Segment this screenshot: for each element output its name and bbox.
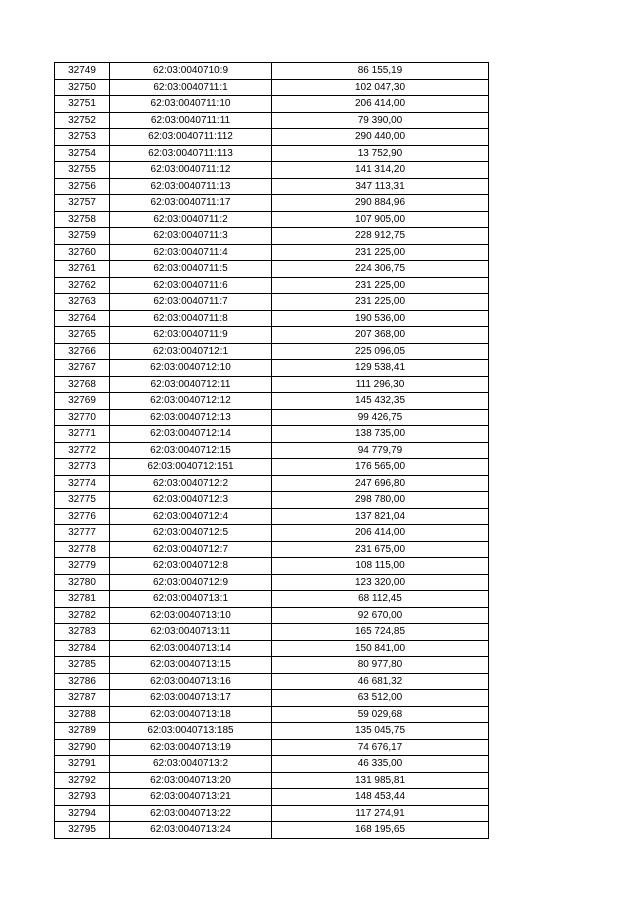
row-number-cell: 32761: [55, 261, 110, 278]
table-row: [55, 343, 489, 360]
value-cell: 206 414,00: [272, 96, 489, 113]
cadastral-number-cell: 62:03:0040713:16: [110, 673, 272, 690]
cadastral-number-cell: 62:03:0040712:4: [110, 508, 272, 525]
table-row: [55, 772, 489, 789]
table-row: [55, 261, 489, 278]
cadastral-number-cell: 62:03:0040710:9: [110, 63, 272, 80]
value-cell: 63 512,00: [272, 690, 489, 707]
row-number-cell: 32758: [55, 211, 110, 228]
value-cell: 135 045,75: [272, 723, 489, 740]
value-cell: 137 821,04: [272, 508, 489, 525]
row-number-cell: 32765: [55, 327, 110, 344]
value-cell: 247 696,80: [272, 475, 489, 492]
value-cell: 80 977,80: [272, 657, 489, 674]
table-row: [55, 607, 489, 624]
table-row: [55, 393, 489, 410]
row-number-cell: 32771: [55, 426, 110, 443]
row-number-cell: 32782: [55, 607, 110, 624]
cadastral-number-cell: 62:03:0040712:15: [110, 442, 272, 459]
row-number-cell: 32766: [55, 343, 110, 360]
value-cell: 13 752,90: [272, 145, 489, 162]
row-number-cell: 32787: [55, 690, 110, 707]
row-number-cell: 32754: [55, 145, 110, 162]
cadastral-number-cell: 62:03:0040712:2: [110, 475, 272, 492]
table-row: [55, 277, 489, 294]
value-cell: 290 884,96: [272, 195, 489, 212]
cadastral-number-cell: 62:03:0040711:7: [110, 294, 272, 311]
table-row: [55, 739, 489, 756]
value-cell: 150 841,00: [272, 640, 489, 657]
cadastral-number-cell: 62:03:0040711:13: [110, 178, 272, 195]
table-row: [55, 360, 489, 377]
cadastral-number-cell: 62:03:0040711:11: [110, 112, 272, 129]
value-cell: 231 675,00: [272, 541, 489, 558]
table-row: [55, 211, 489, 228]
row-number-cell: 32760: [55, 244, 110, 261]
row-number-cell: 32789: [55, 723, 110, 740]
table-row: [55, 822, 489, 839]
value-cell: 74 676,17: [272, 739, 489, 756]
value-cell: 79 390,00: [272, 112, 489, 129]
value-cell: 225 096,05: [272, 343, 489, 360]
cadastral-number-cell: 62:03:0040712:11: [110, 376, 272, 393]
value-cell: 92 670,00: [272, 607, 489, 624]
table-row: [55, 558, 489, 575]
table-row: [55, 96, 489, 113]
row-number-cell: 32781: [55, 591, 110, 608]
value-cell: 231 225,00: [272, 244, 489, 261]
table-row: [55, 706, 489, 723]
table-row: [55, 574, 489, 591]
value-cell: 46 335,00: [272, 756, 489, 773]
table-row: [55, 228, 489, 245]
value-cell: 148 453,44: [272, 789, 489, 806]
cadastral-number-cell: 62:03:0040713:18: [110, 706, 272, 723]
table-row: [55, 805, 489, 822]
row-number-cell: 32773: [55, 459, 110, 476]
row-number-cell: 32757: [55, 195, 110, 212]
table-row: [55, 129, 489, 146]
row-number-cell: 32775: [55, 492, 110, 509]
table-row: [55, 145, 489, 162]
cadastral-number-cell: 62:03:0040711:4: [110, 244, 272, 261]
table-row: [55, 459, 489, 476]
cadastral-number-cell: 62:03:0040713:11: [110, 624, 272, 641]
row-number-cell: 32749: [55, 63, 110, 80]
table-row: [55, 541, 489, 558]
row-number-cell: 32764: [55, 310, 110, 327]
row-number-cell: 32779: [55, 558, 110, 575]
value-cell: 131 985,81: [272, 772, 489, 789]
row-number-cell: 32772: [55, 442, 110, 459]
table-body: [55, 63, 489, 839]
table-row: [55, 162, 489, 179]
table-row: [55, 310, 489, 327]
cadastral-number-cell: 62:03:0040712:9: [110, 574, 272, 591]
value-cell: 190 536,00: [272, 310, 489, 327]
cadastral-number-cell: 62:03:0040711:113: [110, 145, 272, 162]
row-number-cell: 32791: [55, 756, 110, 773]
table-row: [55, 426, 489, 443]
table-row: [55, 409, 489, 426]
cadastral-number-cell: 62:03:0040713:21: [110, 789, 272, 806]
cadastral-number-cell: 62:03:0040713:24: [110, 822, 272, 839]
row-number-cell: 32763: [55, 294, 110, 311]
table-row: [55, 789, 489, 806]
row-number-cell: 32755: [55, 162, 110, 179]
cadastral-number-cell: 62:03:0040711:6: [110, 277, 272, 294]
cadastral-number-cell: 62:03:0040712:10: [110, 360, 272, 377]
table-row: [55, 195, 489, 212]
value-cell: 290 440,00: [272, 129, 489, 146]
cadastral-number-cell: 62:03:0040713:19: [110, 739, 272, 756]
row-number-cell: 32776: [55, 508, 110, 525]
table-row: [55, 508, 489, 525]
row-number-cell: 32759: [55, 228, 110, 245]
table-row: [55, 723, 489, 740]
row-number-cell: 32750: [55, 79, 110, 96]
row-number-cell: 32768: [55, 376, 110, 393]
cadastral-number-cell: 62:03:0040711:17: [110, 195, 272, 212]
row-number-cell: 32786: [55, 673, 110, 690]
value-cell: 94 779,79: [272, 442, 489, 459]
table-row: [55, 657, 489, 674]
row-number-cell: 32784: [55, 640, 110, 657]
cadastral-number-cell: 62:03:0040713:15: [110, 657, 272, 674]
row-number-cell: 32790: [55, 739, 110, 756]
value-cell: 117 274,91: [272, 805, 489, 822]
row-number-cell: 32752: [55, 112, 110, 129]
cadastral-number-cell: 62:03:0040711:8: [110, 310, 272, 327]
cadastral-number-cell: 62:03:0040711:1: [110, 79, 272, 96]
row-number-cell: 32780: [55, 574, 110, 591]
value-cell: 111 296,30: [272, 376, 489, 393]
value-cell: 347 113,31: [272, 178, 489, 195]
row-number-cell: 32795: [55, 822, 110, 839]
table-row: [55, 624, 489, 641]
value-cell: 129 538,41: [272, 360, 489, 377]
cadastral-number-cell: 62:03:0040713:14: [110, 640, 272, 657]
table-row: [55, 63, 489, 80]
table-row: [55, 756, 489, 773]
cadastral-number-cell: 62:03:0040711:3: [110, 228, 272, 245]
value-cell: 228 912,75: [272, 228, 489, 245]
value-cell: 176 565,00: [272, 459, 489, 476]
cadastral-number-cell: 62:03:0040712:3: [110, 492, 272, 509]
row-number-cell: 32788: [55, 706, 110, 723]
row-number-cell: 32751: [55, 96, 110, 113]
cadastral-number-cell: 62:03:0040711:2: [110, 211, 272, 228]
value-cell: 145 432,35: [272, 393, 489, 410]
row-number-cell: 32793: [55, 789, 110, 806]
value-cell: 108 115,00: [272, 558, 489, 575]
data-table: [54, 62, 489, 839]
row-number-cell: 32783: [55, 624, 110, 641]
cadastral-number-cell: 62:03:0040713:20: [110, 772, 272, 789]
table-row: [55, 640, 489, 657]
value-cell: 206 414,00: [272, 525, 489, 542]
cadastral-number-cell: 62:03:0040711:10: [110, 96, 272, 113]
value-cell: 231 225,00: [272, 277, 489, 294]
cadastral-number-cell: 62:03:0040712:13: [110, 409, 272, 426]
cadastral-number-cell: 62:03:0040713:1: [110, 591, 272, 608]
table-row: [55, 376, 489, 393]
value-cell: 138 735,00: [272, 426, 489, 443]
table-row: [55, 690, 489, 707]
cadastral-number-cell: 62:03:0040711:12: [110, 162, 272, 179]
cadastral-number-cell: 62:03:0040711:112: [110, 129, 272, 146]
cadastral-number-cell: 62:03:0040712:8: [110, 558, 272, 575]
row-number-cell: 32753: [55, 129, 110, 146]
value-cell: 298 780,00: [272, 492, 489, 509]
cadastral-number-cell: 62:03:0040713:185: [110, 723, 272, 740]
value-cell: 68 112,45: [272, 591, 489, 608]
row-number-cell: 32762: [55, 277, 110, 294]
cadastral-number-cell: 62:03:0040713:2: [110, 756, 272, 773]
value-cell: 59 029,68: [272, 706, 489, 723]
row-number-cell: 32777: [55, 525, 110, 542]
table-row: [55, 178, 489, 195]
value-cell: 86 155,19: [272, 63, 489, 80]
table-row: [55, 294, 489, 311]
row-number-cell: 32770: [55, 409, 110, 426]
cadastral-number-cell: 62:03:0040713:10: [110, 607, 272, 624]
cadastral-number-cell: 62:03:0040712:1: [110, 343, 272, 360]
value-cell: 102 047,30: [272, 79, 489, 96]
cadastral-number-cell: 62:03:0040711:9: [110, 327, 272, 344]
row-number-cell: 32756: [55, 178, 110, 195]
row-number-cell: 32792: [55, 772, 110, 789]
row-number-cell: 32769: [55, 393, 110, 410]
row-number-cell: 32778: [55, 541, 110, 558]
value-cell: 99 426,75: [272, 409, 489, 426]
table-row: [55, 327, 489, 344]
cadastral-number-cell: 62:03:0040713:17: [110, 690, 272, 707]
row-number-cell: 32785: [55, 657, 110, 674]
cadastral-number-cell: 62:03:0040711:5: [110, 261, 272, 278]
value-cell: 231 225,00: [272, 294, 489, 311]
table-row: [55, 442, 489, 459]
table-row: [55, 492, 489, 509]
row-number-cell: 32767: [55, 360, 110, 377]
table-row: [55, 244, 489, 261]
cadastral-number-cell: 62:03:0040712:12: [110, 393, 272, 410]
table-row: [55, 112, 489, 129]
table-row: [55, 525, 489, 542]
table-row: [55, 79, 489, 96]
value-cell: 168 195,65: [272, 822, 489, 839]
value-cell: 107 905,00: [272, 211, 489, 228]
cadastral-number-cell: 62:03:0040712:7: [110, 541, 272, 558]
row-number-cell: 32774: [55, 475, 110, 492]
value-cell: 141 314,20: [272, 162, 489, 179]
table-row: [55, 591, 489, 608]
value-cell: 224 306,75: [272, 261, 489, 278]
value-cell: 207 368,00: [272, 327, 489, 344]
value-cell: 123 320,00: [272, 574, 489, 591]
cadastral-number-cell: 62:03:0040713:22: [110, 805, 272, 822]
cadastral-number-cell: 62:03:0040712:5: [110, 525, 272, 542]
table-row: [55, 475, 489, 492]
cadastral-number-cell: 62:03:0040712:14: [110, 426, 272, 443]
value-cell: 46 681,32: [272, 673, 489, 690]
row-number-cell: 32794: [55, 805, 110, 822]
cadastral-number-cell: 62:03:0040712:151: [110, 459, 272, 476]
table-row: [55, 673, 489, 690]
value-cell: 165 724,85: [272, 624, 489, 641]
